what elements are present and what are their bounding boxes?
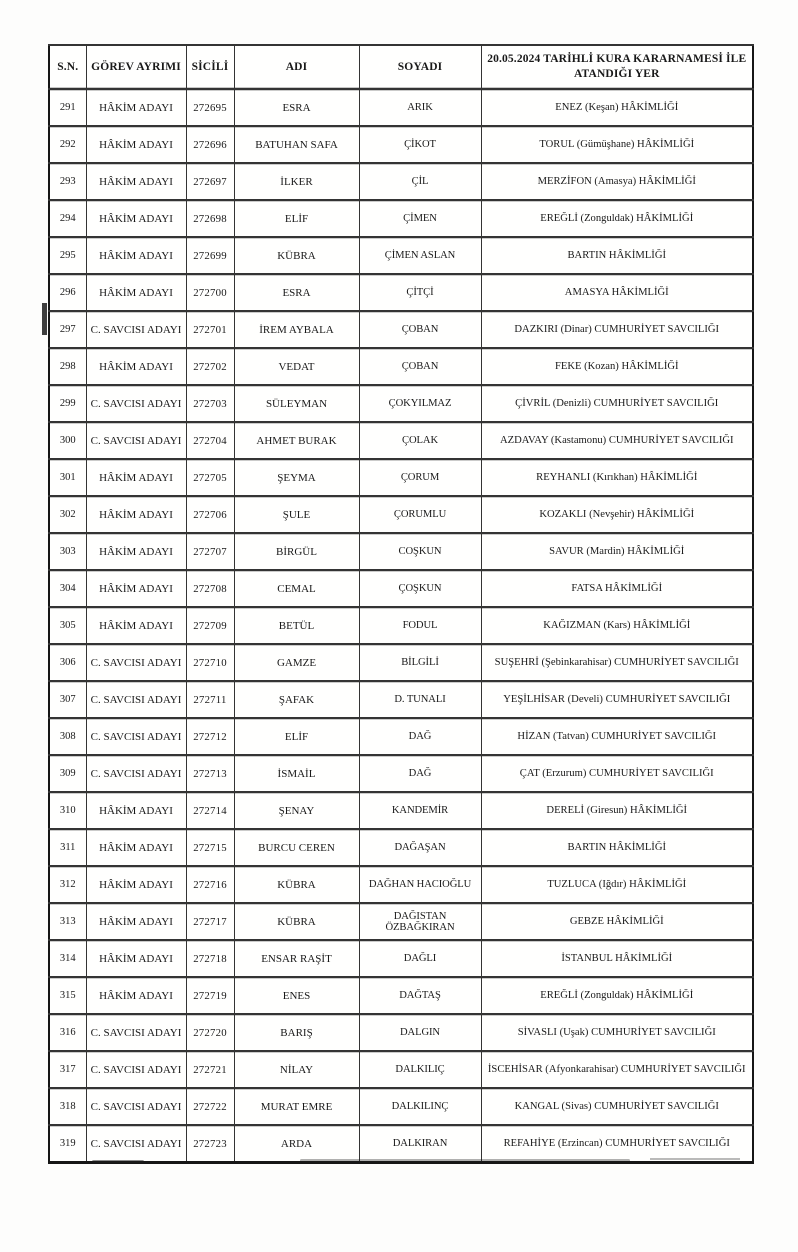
cell-adi: BURCU CEREN — [234, 829, 359, 866]
cell-sn: 316 — [49, 1014, 86, 1051]
cell-soyadi: ÇORUMLU — [359, 496, 481, 533]
table-row — [49, 792, 753, 829]
cell-soyadi: ÇİMEN ASLAN — [359, 237, 481, 274]
cell-sicil: 272710 — [186, 644, 234, 681]
cell-adi: BARIŞ — [234, 1014, 359, 1051]
header-row — [49, 45, 753, 89]
table-row — [49, 940, 753, 977]
cell-gorev-ayrimi: C. SAVCISI ADAYI — [86, 681, 186, 718]
cell-atandigi-yer: AMASYA HÂKİMLİĞİ — [481, 274, 753, 311]
cell-sicil: 272715 — [186, 829, 234, 866]
cell-atandigi-yer: TORUL (Gümüşhane) HÂKİMLİĞİ — [481, 126, 753, 163]
scan-artifact — [300, 1159, 630, 1162]
table-row — [49, 866, 753, 903]
table-row — [49, 89, 753, 126]
cell-sn: 315 — [49, 977, 86, 1014]
cell-gorev-ayrimi: C. SAVCISI ADAYI — [86, 1014, 186, 1051]
cell-sicil: 272718 — [186, 940, 234, 977]
table-row — [49, 681, 753, 718]
column-header-sn: S.N. — [49, 45, 86, 89]
table-row — [49, 1051, 753, 1088]
cell-sn: 319 — [49, 1125, 86, 1163]
cell-soyadi: ÇİMEN — [359, 200, 481, 237]
cell-atandigi-yer: KOZAKLI (Nevşehir) HÂKİMLİĞİ — [481, 496, 753, 533]
table-row — [49, 348, 753, 385]
cell-gorev-ayrimi: HÂKİM ADAYI — [86, 829, 186, 866]
cell-sicil: 272698 — [186, 200, 234, 237]
cell-sn: 311 — [49, 829, 86, 866]
cell-gorev-ayrimi: HÂKİM ADAYI — [86, 570, 186, 607]
cell-gorev-ayrimi: HÂKİM ADAYI — [86, 903, 186, 940]
cell-atandigi-yer: BARTIN HÂKİMLİĞİ — [481, 237, 753, 274]
table-row — [49, 237, 753, 274]
cell-adi: BETÜL — [234, 607, 359, 644]
cell-sicil: 272719 — [186, 977, 234, 1014]
cell-soyadi: KANDEMİR — [359, 792, 481, 829]
cell-sn: 300 — [49, 422, 86, 459]
cell-sn: 314 — [49, 940, 86, 977]
cell-sn: 301 — [49, 459, 86, 496]
cell-soyadi: ÇİL — [359, 163, 481, 200]
column-header-soyadi: SOYADI — [359, 45, 481, 89]
cell-soyadi: COŞKUN — [359, 533, 481, 570]
cell-adi: KÜBRA — [234, 903, 359, 940]
cell-soyadi: DAĞAŞAN — [359, 829, 481, 866]
cell-adi: MURAT EMRE — [234, 1088, 359, 1125]
cell-gorev-ayrimi: HÂKİM ADAYI — [86, 866, 186, 903]
cell-atandigi-yer: KANGAL (Sivas) CUMHURİYET SAVCILIĞI — [481, 1088, 753, 1125]
cell-atandigi-yer: SİVASLI (Uşak) CUMHURİYET SAVCILIĞI — [481, 1014, 753, 1051]
cell-soyadi: D. TUNALI — [359, 681, 481, 718]
cell-gorev-ayrimi: HÂKİM ADAYI — [86, 163, 186, 200]
cell-adi: BATUHAN SAFA — [234, 126, 359, 163]
cell-gorev-ayrimi: C. SAVCISI ADAYI — [86, 1088, 186, 1125]
cell-sn: 293 — [49, 163, 86, 200]
cell-sicil: 272714 — [186, 792, 234, 829]
cell-sn: 296 — [49, 274, 86, 311]
cell-gorev-ayrimi: C. SAVCISI ADAYI — [86, 1051, 186, 1088]
cell-sicil: 272706 — [186, 496, 234, 533]
cell-gorev-ayrimi: HÂKİM ADAYI — [86, 274, 186, 311]
cell-atandigi-yer: YEŞİLHİSAR (Develi) CUMHURİYET SAVCILIĞI — [481, 681, 753, 718]
cell-soyadi: DALKILINÇ — [359, 1088, 481, 1125]
cell-sicil: 272701 — [186, 311, 234, 348]
cell-sn: 309 — [49, 755, 86, 792]
table-row — [49, 829, 753, 866]
cell-sn: 307 — [49, 681, 86, 718]
cell-adi: ARDA — [234, 1125, 359, 1163]
cell-gorev-ayrimi: C. SAVCISI ADAYI — [86, 718, 186, 755]
cell-adi: ELİF — [234, 718, 359, 755]
table-row — [49, 200, 753, 237]
table-row — [49, 755, 753, 792]
cell-gorev-ayrimi: HÂKİM ADAYI — [86, 348, 186, 385]
cell-soyadi: DALKIRAN — [359, 1125, 481, 1163]
cell-sicil: 272723 — [186, 1125, 234, 1163]
cell-atandigi-yer: SUŞEHRİ (Şebinkarahisar) CUMHURİYET SAVCILIĞI — [481, 644, 753, 681]
cell-sn: 317 — [49, 1051, 86, 1088]
table-row — [49, 903, 753, 940]
column-header-adi: ADI — [234, 45, 359, 89]
cell-sn: 297 — [49, 311, 86, 348]
cell-atandigi-yer: DERELİ (Giresun) HÂKİMLİĞİ — [481, 792, 753, 829]
table-row — [49, 496, 753, 533]
cell-gorev-ayrimi: HÂKİM ADAYI — [86, 459, 186, 496]
cell-soyadi: ARIK — [359, 89, 481, 126]
cell-soyadi: DALKILIÇ — [359, 1051, 481, 1088]
cell-adi: KÜBRA — [234, 237, 359, 274]
cell-gorev-ayrimi: HÂKİM ADAYI — [86, 977, 186, 1014]
cell-gorev-ayrimi: HÂKİM ADAYI — [86, 496, 186, 533]
cell-sicil: 272721 — [186, 1051, 234, 1088]
table-header — [49, 45, 753, 89]
cell-adi: ESRA — [234, 274, 359, 311]
scan-artifact — [42, 303, 47, 335]
cell-sn: 303 — [49, 533, 86, 570]
cell-soyadi: FODUL — [359, 607, 481, 644]
cell-sicil: 272705 — [186, 459, 234, 496]
cell-atandigi-yer: İSCEHİSAR (Afyonkarahisar) CUMHURİYET SAVCILIĞI — [481, 1051, 753, 1088]
cell-gorev-ayrimi: C. SAVCISI ADAYI — [86, 1125, 186, 1163]
cell-soyadi: DAĞTAŞ — [359, 977, 481, 1014]
cell-soyadi: DALGIN — [359, 1014, 481, 1051]
table-row — [49, 422, 753, 459]
table-row — [49, 718, 753, 755]
cell-adi: NİLAY — [234, 1051, 359, 1088]
table-row — [49, 644, 753, 681]
table-row — [49, 1014, 753, 1051]
cell-adi: ENSAR RAŞİT — [234, 940, 359, 977]
cell-soyadi: ÇİKOT — [359, 126, 481, 163]
table-row — [49, 274, 753, 311]
cell-atandigi-yer: ÇİVRİL (Denizli) CUMHURİYET SAVCILIĞI — [481, 385, 753, 422]
cell-adi: ESRA — [234, 89, 359, 126]
cell-atandigi-yer: MERZİFON (Amasya) HÂKİMLİĞİ — [481, 163, 753, 200]
cell-sicil: 272697 — [186, 163, 234, 200]
cell-atandigi-yer: REFAHİYE (Erzincan) CUMHURİYET SAVCILIĞI — [481, 1125, 753, 1163]
cell-sicil: 272695 — [186, 89, 234, 126]
cell-gorev-ayrimi: HÂKİM ADAYI — [86, 237, 186, 274]
cell-gorev-ayrimi: HÂKİM ADAYI — [86, 533, 186, 570]
cell-sn: 318 — [49, 1088, 86, 1125]
cell-soyadi: DAĞLI — [359, 940, 481, 977]
cell-sicil: 272702 — [186, 348, 234, 385]
cell-atandigi-yer: HİZAN (Tatvan) CUMHURİYET SAVCILIĞI — [481, 718, 753, 755]
appointment-roster-table — [48, 44, 754, 1164]
cell-sn: 310 — [49, 792, 86, 829]
cell-sn: 299 — [49, 385, 86, 422]
cell-atandigi-yer: FEKE (Kozan) HÂKİMLİĞİ — [481, 348, 753, 385]
cell-gorev-ayrimi: C. SAVCISI ADAYI — [86, 311, 186, 348]
cell-sn: 298 — [49, 348, 86, 385]
cell-sicil: 272699 — [186, 237, 234, 274]
cell-atandigi-yer: ÇAT (Erzurum) CUMHURİYET SAVCILIĞI — [481, 755, 753, 792]
cell-adi: KÜBRA — [234, 866, 359, 903]
cell-atandigi-yer: GEBZE HÂKİMLİĞİ — [481, 903, 753, 940]
cell-atandigi-yer: EREĞLİ (Zonguldak) HÂKİMLİĞİ — [481, 200, 753, 237]
cell-adi: İSMAİL — [234, 755, 359, 792]
cell-atandigi-yer: EREĞLİ (Zonguldak) HÂKİMLİĞİ — [481, 977, 753, 1014]
cell-sicil: 272707 — [186, 533, 234, 570]
cell-gorev-ayrimi: HÂKİM ADAYI — [86, 940, 186, 977]
cell-sicil: 272720 — [186, 1014, 234, 1051]
cell-sicil: 272711 — [186, 681, 234, 718]
scan-artifact — [650, 1158, 740, 1160]
cell-atandigi-yer: AZDAVAY (Kastamonu) CUMHURİYET SAVCILIĞI — [481, 422, 753, 459]
cell-adi: SÜLEYMAN — [234, 385, 359, 422]
cell-atandigi-yer: DAZKIRI (Dinar) CUMHURİYET SAVCILIĞI — [481, 311, 753, 348]
table-row — [49, 570, 753, 607]
cell-sicil: 272713 — [186, 755, 234, 792]
cell-sicil: 272712 — [186, 718, 234, 755]
cell-gorev-ayrimi: HÂKİM ADAYI — [86, 126, 186, 163]
cell-sicil: 272696 — [186, 126, 234, 163]
cell-sn: 291 — [49, 89, 86, 126]
column-header-gorev-ayrimi: GÖREV AYRIMI — [86, 45, 186, 89]
cell-adi: ŞULE — [234, 496, 359, 533]
cell-sicil: 272716 — [186, 866, 234, 903]
cell-sn: 312 — [49, 866, 86, 903]
cell-adi: ENES — [234, 977, 359, 1014]
cell-sn: 313 — [49, 903, 86, 940]
cell-atandigi-yer: FATSA HÂKİMLİĞİ — [481, 570, 753, 607]
cell-adi: CEMAL — [234, 570, 359, 607]
column-header-atandigi-yer: 20.05.2024 TARİHLİ KURA KARARNAMESİ İLE ATANDIĞI YER — [481, 45, 753, 89]
cell-adi: AHMET BURAK — [234, 422, 359, 459]
column-header-sicil: SİCİLİ — [186, 45, 234, 89]
cell-adi: ŞAFAK — [234, 681, 359, 718]
cell-sn: 294 — [49, 200, 86, 237]
scan-artifact — [92, 1160, 144, 1163]
cell-gorev-ayrimi: C. SAVCISI ADAYI — [86, 422, 186, 459]
cell-sicil: 272717 — [186, 903, 234, 940]
cell-soyadi: DAĞ — [359, 718, 481, 755]
cell-adi: İLKER — [234, 163, 359, 200]
cell-gorev-ayrimi: HÂKİM ADAYI — [86, 607, 186, 644]
table-row — [49, 163, 753, 200]
table-row — [49, 1125, 753, 1163]
cell-soyadi: BİLGİLİ — [359, 644, 481, 681]
cell-sn: 292 — [49, 126, 86, 163]
cell-adi: BİRGÜL — [234, 533, 359, 570]
cell-sicil: 272708 — [186, 570, 234, 607]
cell-soyadi: ÇOŞKUN — [359, 570, 481, 607]
cell-sn: 305 — [49, 607, 86, 644]
cell-adi: GAMZE — [234, 644, 359, 681]
table-row — [49, 1088, 753, 1125]
cell-gorev-ayrimi: C. SAVCISI ADAYI — [86, 385, 186, 422]
table-row — [49, 385, 753, 422]
table-row — [49, 311, 753, 348]
cell-sn: 304 — [49, 570, 86, 607]
cell-adi: ELİF — [234, 200, 359, 237]
cell-sicil: 272703 — [186, 385, 234, 422]
cell-sn: 306 — [49, 644, 86, 681]
cell-atandigi-yer: KAĞIZMAN (Kars) HÂKİMLİĞİ — [481, 607, 753, 644]
cell-sicil: 272722 — [186, 1088, 234, 1125]
table-row — [49, 607, 753, 644]
table-row — [49, 533, 753, 570]
cell-soyadi: ÇORUM — [359, 459, 481, 496]
cell-atandigi-yer: BARTIN HÂKİMLİĞİ — [481, 829, 753, 866]
cell-gorev-ayrimi: HÂKİM ADAYI — [86, 89, 186, 126]
cell-sicil: 272700 — [186, 274, 234, 311]
cell-sicil: 272709 — [186, 607, 234, 644]
cell-adi: ŞENAY — [234, 792, 359, 829]
table-body — [49, 89, 753, 1163]
table-row — [49, 126, 753, 163]
cell-soyadi: ÇOLAK — [359, 422, 481, 459]
cell-sn: 302 — [49, 496, 86, 533]
cell-soyadi: ÇOBAN — [359, 348, 481, 385]
table-row — [49, 459, 753, 496]
cell-atandigi-yer: İSTANBUL HÂKİMLİĞİ — [481, 940, 753, 977]
cell-gorev-ayrimi: C. SAVCISI ADAYI — [86, 755, 186, 792]
cell-adi: İREM AYBALA — [234, 311, 359, 348]
cell-sn: 295 — [49, 237, 86, 274]
cell-gorev-ayrimi: C. SAVCISI ADAYI — [86, 644, 186, 681]
cell-soyadi: ÇOKYILMAZ — [359, 385, 481, 422]
cell-adi: VEDAT — [234, 348, 359, 385]
cell-soyadi: DAĞHAN HACIOĞLU — [359, 866, 481, 903]
cell-soyadi: DAĞISTAN ÖZBAĞKIRAN — [359, 903, 481, 940]
cell-gorev-ayrimi: HÂKİM ADAYI — [86, 792, 186, 829]
cell-soyadi: ÇOBAN — [359, 311, 481, 348]
table-row — [49, 977, 753, 1014]
cell-soyadi: DAĞ — [359, 755, 481, 792]
cell-atandigi-yer: REYHANLI (Kırıkhan) HÂKİMLİĞİ — [481, 459, 753, 496]
cell-soyadi: ÇİTÇİ — [359, 274, 481, 311]
cell-atandigi-yer: ENEZ (Keşan) HÂKİMLİĞİ — [481, 89, 753, 126]
cell-sicil: 272704 — [186, 422, 234, 459]
cell-sn: 308 — [49, 718, 86, 755]
cell-atandigi-yer: TUZLUCA (Iğdır) HÂKİMLİĞİ — [481, 866, 753, 903]
cell-atandigi-yer: SAVUR (Mardin) HÂKİMLİĞİ — [481, 533, 753, 570]
cell-adi: ŞEYMA — [234, 459, 359, 496]
cell-gorev-ayrimi: HÂKİM ADAYI — [86, 200, 186, 237]
